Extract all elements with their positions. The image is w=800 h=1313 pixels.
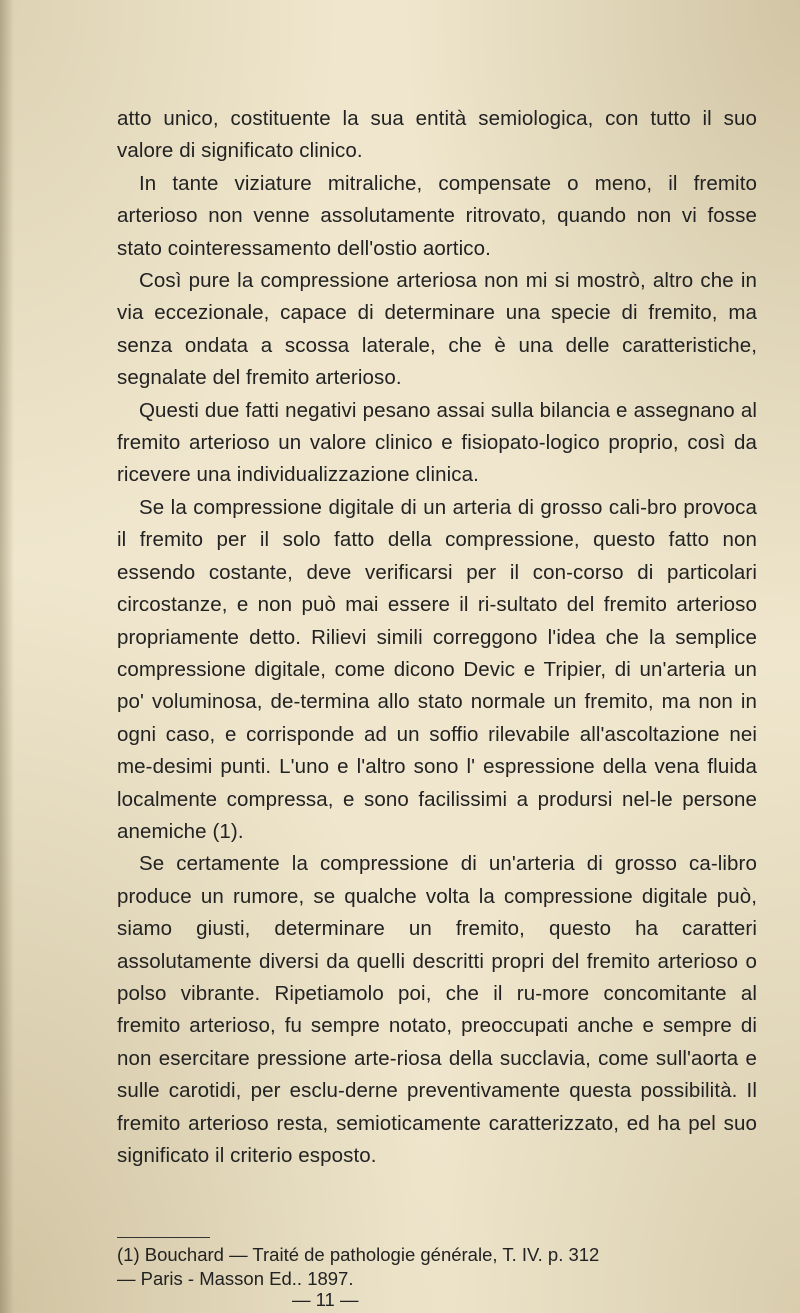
page-number: — 11 — — [292, 1289, 359, 1310]
footnote-divider — [117, 1237, 210, 1238]
footnote — [117, 1243, 777, 1291]
paragraph-6: Se certamente la compressione di un'arteria di grosso ca-libro produce un rumore, se qualche volta la compressione digitale può, siamo giusti, determinare un fremito, questo ha caratteri assolutamente diversi da quelli descritti propri del fremito arterioso o polso vibrante. Ripetiamolo poi, che il ru-more concomitante al fremito arterioso, fu sempre notato, preoccupati anche e sempre di non esercitare pressione arte-riosa della succlavia, come sull'aorta e sulle carotidi, per esclu-derne preventivamente questa possibilità. Il fremito arterioso resta, semioticamente caratterizzato, ed ha pel suo significato il criterio esposto. — [117, 852, 757, 1167]
paragraph-5: Se la compressione digitale di un arteria di grosso cali-bro provoca il fremito per il solo fatto della compressione, questo fatto non essendo costante, deve verificarsi per il con-corso di particolari circostanze, e non può mai essere il ri-sultato del fremito arterioso propriamente detto. Rilievi simili correggono l'idea che la semplice compressione digitale, come dicono Devic e Tripier, di un'arteria un po' voluminosa, de-termina allo stato normale un fremito, ma non in ogni caso, e corrisponde ad un soffio rilevabile all'ascoltazione nei me-desimi punti. L'uno e l'altro sono l' espressione della vena fluida localmente compressa, e sono facilissimi a prodursi nel-le persone anemiche (1). — [117, 495, 757, 843]
paragraph-3: Così pure la compressione arteriosa non mi si mostrò, altro che in via eccezionale, capace di determinare una specie di fremito, ma senza ondata a scossa laterale, che è una delle caratteristiche, segnalate del fremito arterioso. — [117, 269, 757, 390]
body-text — [117, 103, 757, 1172]
paragraph-4: Questi due fatti negativi pesano assai sulla bilancia e assegnano al fremito arterioso un valore clinico e fisiopato-logico proprio, così da ricevere una individualizzazione clinica. — [117, 398, 757, 487]
paragraph-2: In tante viziature mitraliche, compensate o meno, il fremito arterioso non venne assolutamente ritrovato, quando non vi fosse stato cointeressamento dell'ostio aortico. — [117, 171, 757, 260]
page-edge-shadow — [0, 0, 14, 1313]
footnote-line-1: (1) Bouchard — Traité de pathologie générale, T. IV. p. 312 — [117, 1244, 600, 1265]
footnote-line-2: — Paris - Masson Ed.. 1897. — [117, 1268, 354, 1289]
paragraph-1: atto unico, costituente la sua entità semiologica, con tutto il suo valore di significato clinico. — [117, 107, 757, 163]
